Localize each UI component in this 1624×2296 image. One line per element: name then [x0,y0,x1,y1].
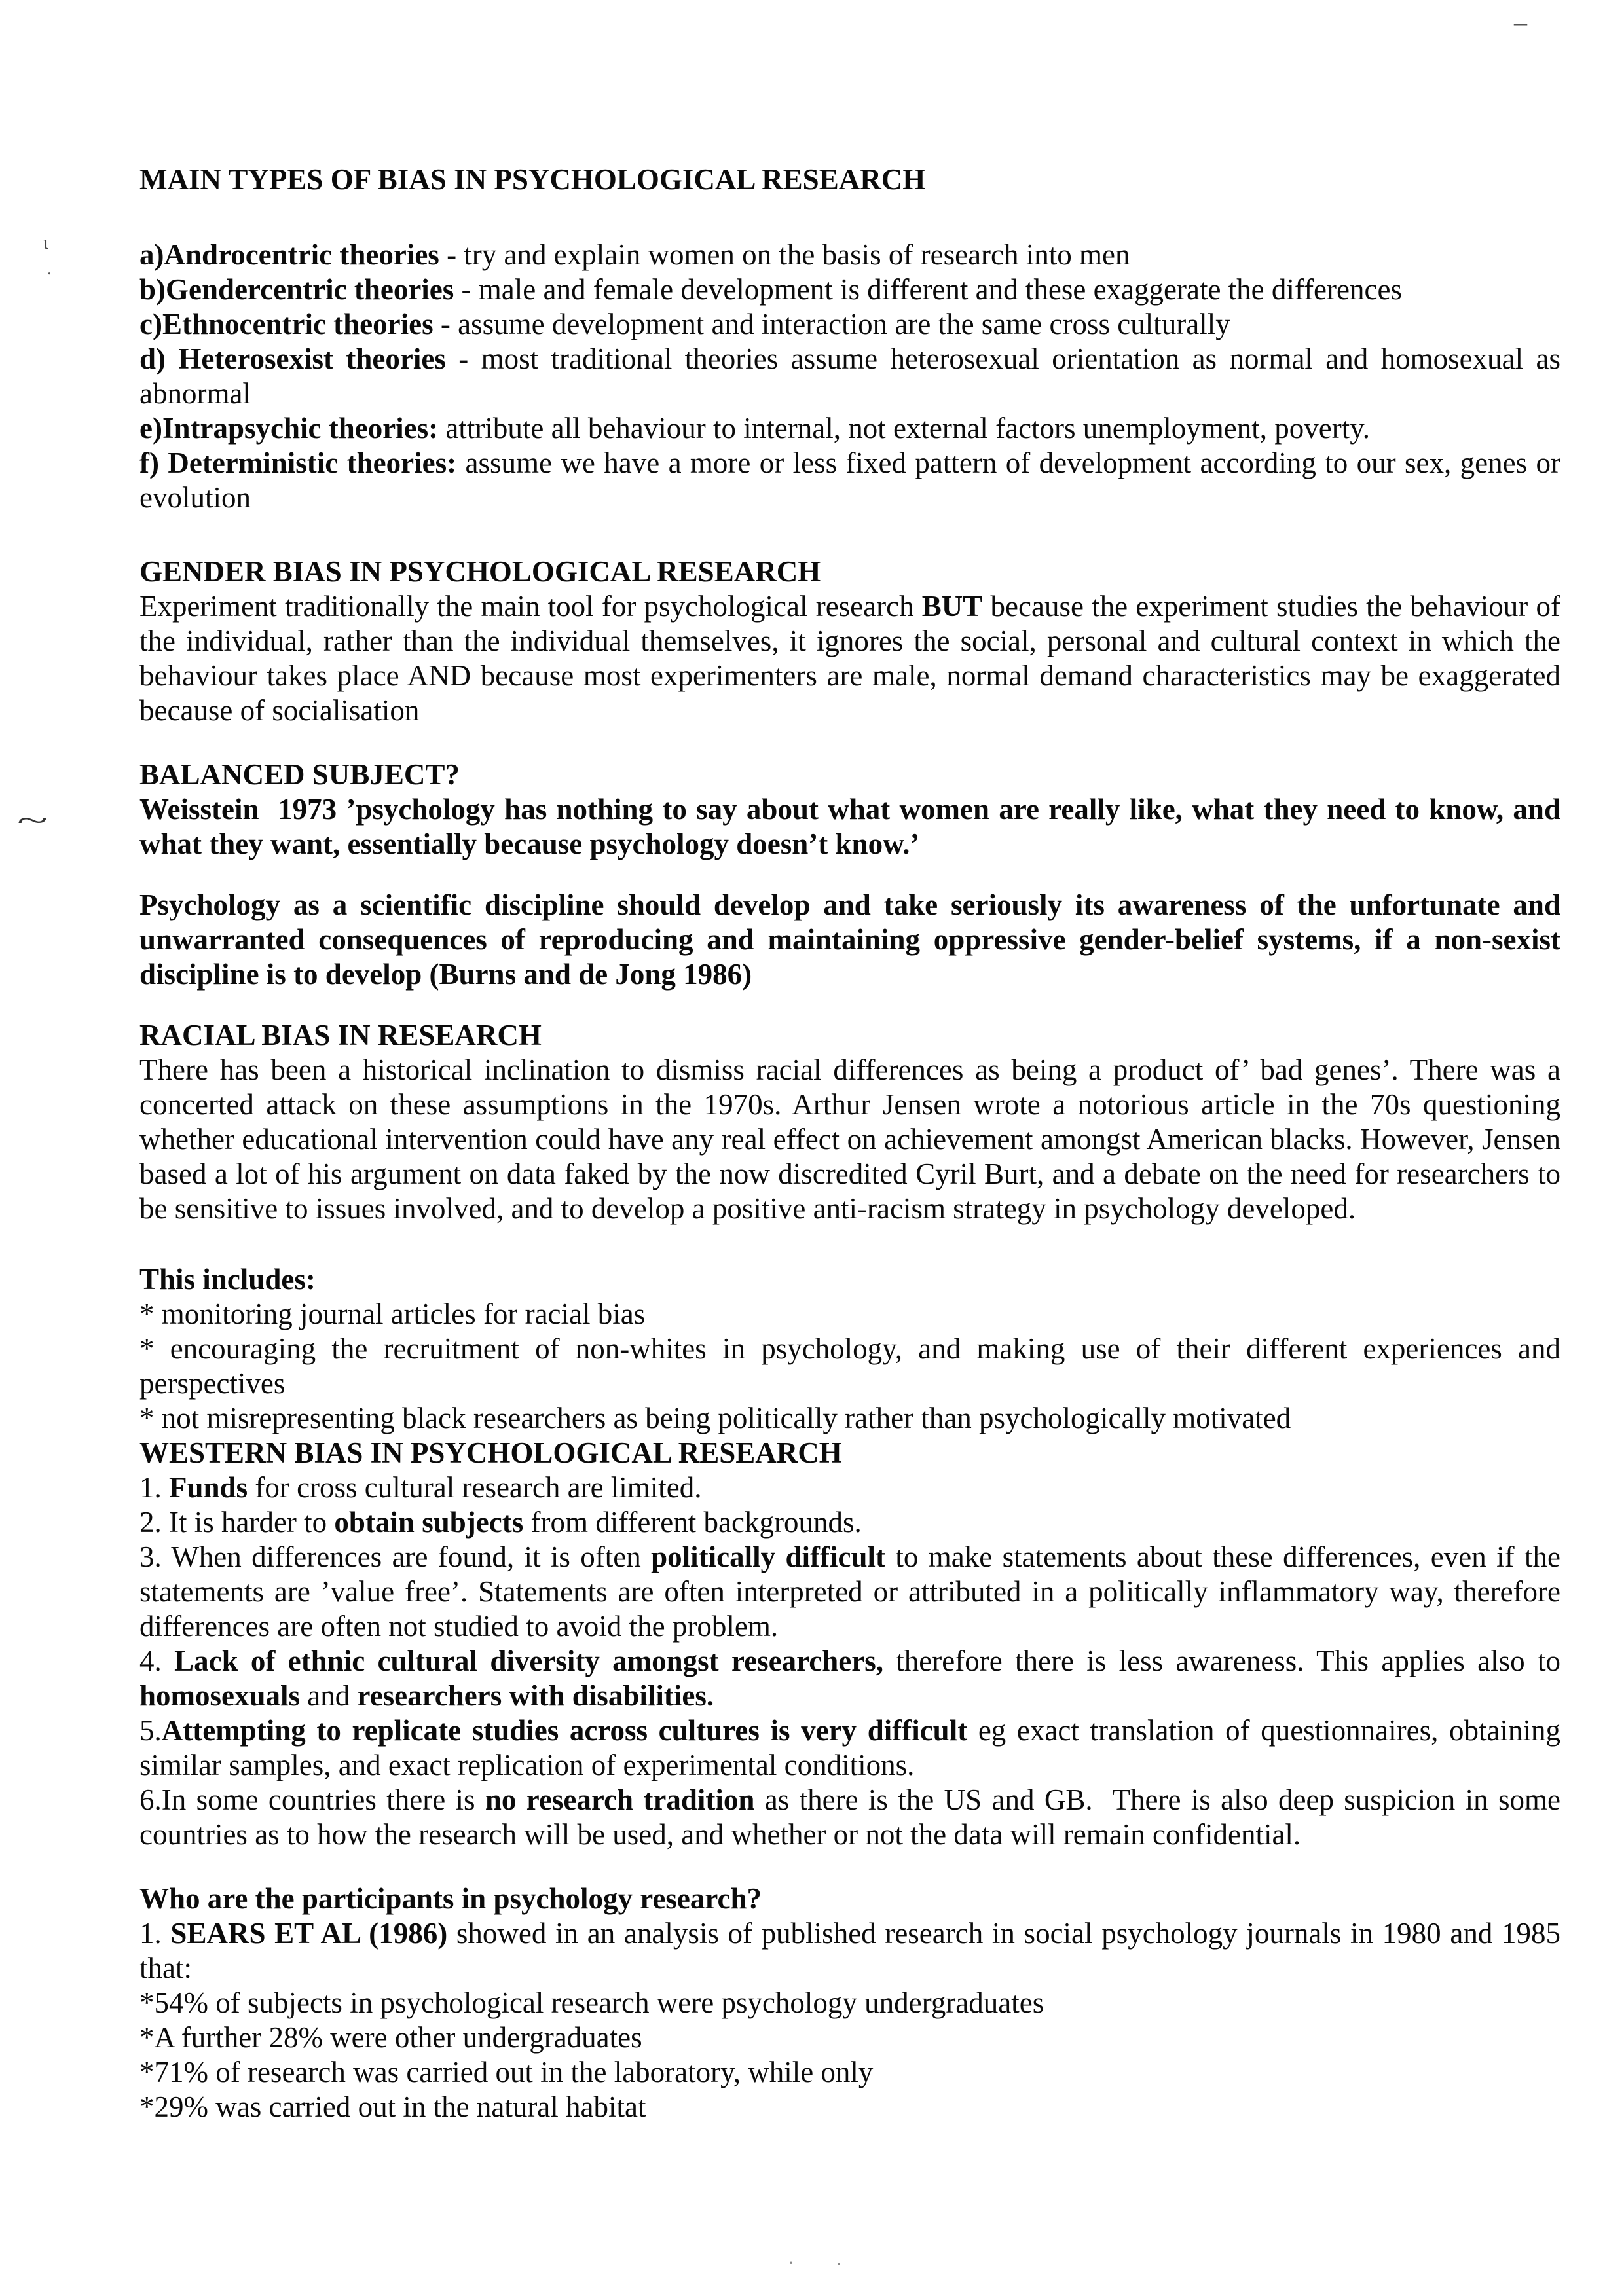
bold-text: c)Ethnocentric theories [139,308,434,340]
paragraph [139,1986,1560,2020]
bold-text: a)Androcentric theories [139,238,439,271]
paragraph [139,1644,1560,1713]
paragraph [139,272,1560,307]
text: *71% of research was carried out in the laboratory, while only [139,2056,874,2088]
text: eg exact translation of questionnaires, obtaining similar samples, and exact replication of experimental conditions. [139,1714,1560,1781]
heading-western-bias [139,1436,1560,1470]
text: * monitoring journal articles for racial bias [139,1298,646,1330]
bold-text: MAIN TYPES OF BIAS IN PSYCHOLOGICAL RESEARCH [139,163,926,196]
paragraph [139,2055,1560,2090]
text: *29% was carried out in the natural habitat [139,2090,646,2123]
text: - most traditional theories assume heterosexual orientation as normal and homosexual as abnormal [139,342,1560,410]
paragraph [139,1332,1560,1401]
paragraph [139,1262,1560,1297]
heading-balanced-subject [139,757,1560,792]
paragraph [139,411,1560,446]
paragraph [139,446,1560,515]
bold-text: Who are the participants in psychology research? [139,1882,762,1915]
paragraph [139,1401,1560,1436]
bold-text: no research tradition [485,1783,755,1816]
bold-text: d) Heterosexist theories [139,342,446,375]
text: - assume development and interaction are the same cross culturally [433,308,1230,340]
text: attribute all behaviour to internal, not external factors unemployment, poverty. [438,412,1371,445]
paragraph [139,1783,1560,1852]
text: 1. [139,1471,169,1504]
paragraph [139,1713,1560,1783]
text: 4. [139,1645,175,1677]
paragraph [139,2020,1560,2055]
bold-text: politically difficult [651,1540,885,1573]
paragraph [139,2090,1560,2124]
heading-gender-bias [139,555,1560,589]
text: 1. [139,1917,171,1950]
paragraph [139,1916,1560,1986]
text: showed in an analysis of published research in social psychology journals in 1980 and 1985 that: [139,1917,1560,1984]
text: Experiment traditionally the main tool for psychological research [139,590,922,623]
text: 6.In some countries there is [139,1783,485,1816]
text: 3. When differences are found, it is often [139,1540,652,1573]
text: 5. [139,1714,162,1747]
text: *54% of subjects in psychological research were psychology undergraduates [139,1986,1044,2019]
bold-text: RACIAL BIAS IN RESEARCH [139,1019,542,1051]
text: as there is the US and GB. There is also deep suspicion in some countries as to how the research will be used, and whether or not the data will remain confidential. [139,1783,1561,1851]
text: - try and explain women on the basis of research into men [439,238,1130,271]
paragraph [139,1470,1560,1505]
paragraph [139,307,1560,342]
text: *A further 28% were other undergraduates [139,2021,642,2054]
bold-text: obtain subjects [334,1506,524,1539]
paragraph [139,1505,1560,1540]
scan-artifact: · [836,2253,842,2275]
bold-text: Funds [169,1471,248,1504]
paragraph [139,1297,1560,1332]
bold-text: WESTERN BIAS IN PSYCHOLOGICAL RESEARCH [139,1436,842,1469]
heading-racial-bias [139,1018,1560,1053]
bold-text: BUT [921,590,983,623]
heading-participants [139,1882,1560,1916]
bold-text: Weisstein 1973 ’psychology has nothing to say about what women are really like, what they need to know, and what they want, essentially because psychology doesn’t know.’ [139,793,1560,860]
scan-artifact: . [47,259,52,278]
document-body [139,162,1560,2124]
bold-text: Psychology as a scientific discipline should develop and take seriously its awareness of the unfortunate and unwarranted consequences of reproducing and maintaining oppressive gender-belief systems, if a non-sexist discipline is to develop (Burns and de Jong 1986) [139,888,1560,991]
text: There has been a historical inclination to dismiss racial differences as being a product of’ bad genes’. There was a concerted attack on these assumptions in the 1970s. Arthur Jensen wrote a notorious article in the 70s questioning whether educational intervention could have any real effect on achievement amongst American blacks. However, Jensen based a lot of his argument on data faked by the now discredited Cyril Burt, and a debate on the need for researchers to be sensitive to issues involved, and to develop a positive anti-racism strategy in psychology developed. [139,1053,1560,1225]
text: * encouraging the recruitment of non-whites in psychology, and making use of their different experiences and perspectives [139,1332,1560,1400]
bold-text: Lack of ethnic cultural diversity amongst researchers, [174,1645,883,1677]
paragraph [139,342,1560,411]
paragraph [139,238,1560,272]
text: from different backgrounds. [523,1506,862,1539]
scan-artifact: – [1514,7,1527,37]
scan-artifact: ι [43,232,49,253]
bold-text: This includes: [139,1263,316,1296]
text: for cross cultural research are limited. [248,1471,702,1504]
bold-text: b)Gendercentric theories [139,273,454,306]
paragraph [139,888,1560,992]
heading-main-types [139,162,1560,197]
bold-text: Attempting to replicate studies across cultures is very difficult [161,1714,968,1747]
text: assume we have a more or less fixed pattern of development according to our sex, genes or evolution [139,446,1560,514]
paragraph [139,1053,1560,1226]
text: 2. It is harder to [139,1506,335,1539]
bold-text: BALANCED SUBJECT? [139,758,460,791]
bold-text: SEARS ET AL (1986) [170,1917,448,1950]
text: and [300,1679,358,1712]
text: to make statements about these differences, even if the statements are ’value free’. Statements are often interpreted or attributed in a politically inflammatory way, therefore differences are often not studied to avoid the problem. [139,1540,1560,1643]
scan-artifact: · [788,2252,794,2274]
text: * not misrepresenting black researchers as being politically rather than psychologically motivated [139,1402,1291,1434]
text: - male and female development is different and these exaggerate the differences [454,273,1402,306]
text: because the experiment studies the behaviour of the individual, rather than the individual themselves, it ignores the social, personal and cultural context in which the behaviour takes place AND because most experimenters are male, normal demand characteristics may be exaggerated because of socialisation [139,590,1560,727]
bold-text: f) Deterministic theories: [139,446,457,479]
bold-text: homosexuals [139,1679,301,1712]
paragraph [139,589,1560,728]
scan-artifact: ~ [17,803,48,837]
paragraph [139,1540,1560,1644]
text: therefore there is less awareness. This applies also to [883,1645,1560,1677]
paragraph [139,792,1560,862]
bold-text: researchers with disabilities. [357,1679,714,1712]
bold-text: e)Intrapsychic theories: [139,412,439,445]
bold-text: GENDER BIAS IN PSYCHOLOGICAL RESEARCH [139,555,821,588]
